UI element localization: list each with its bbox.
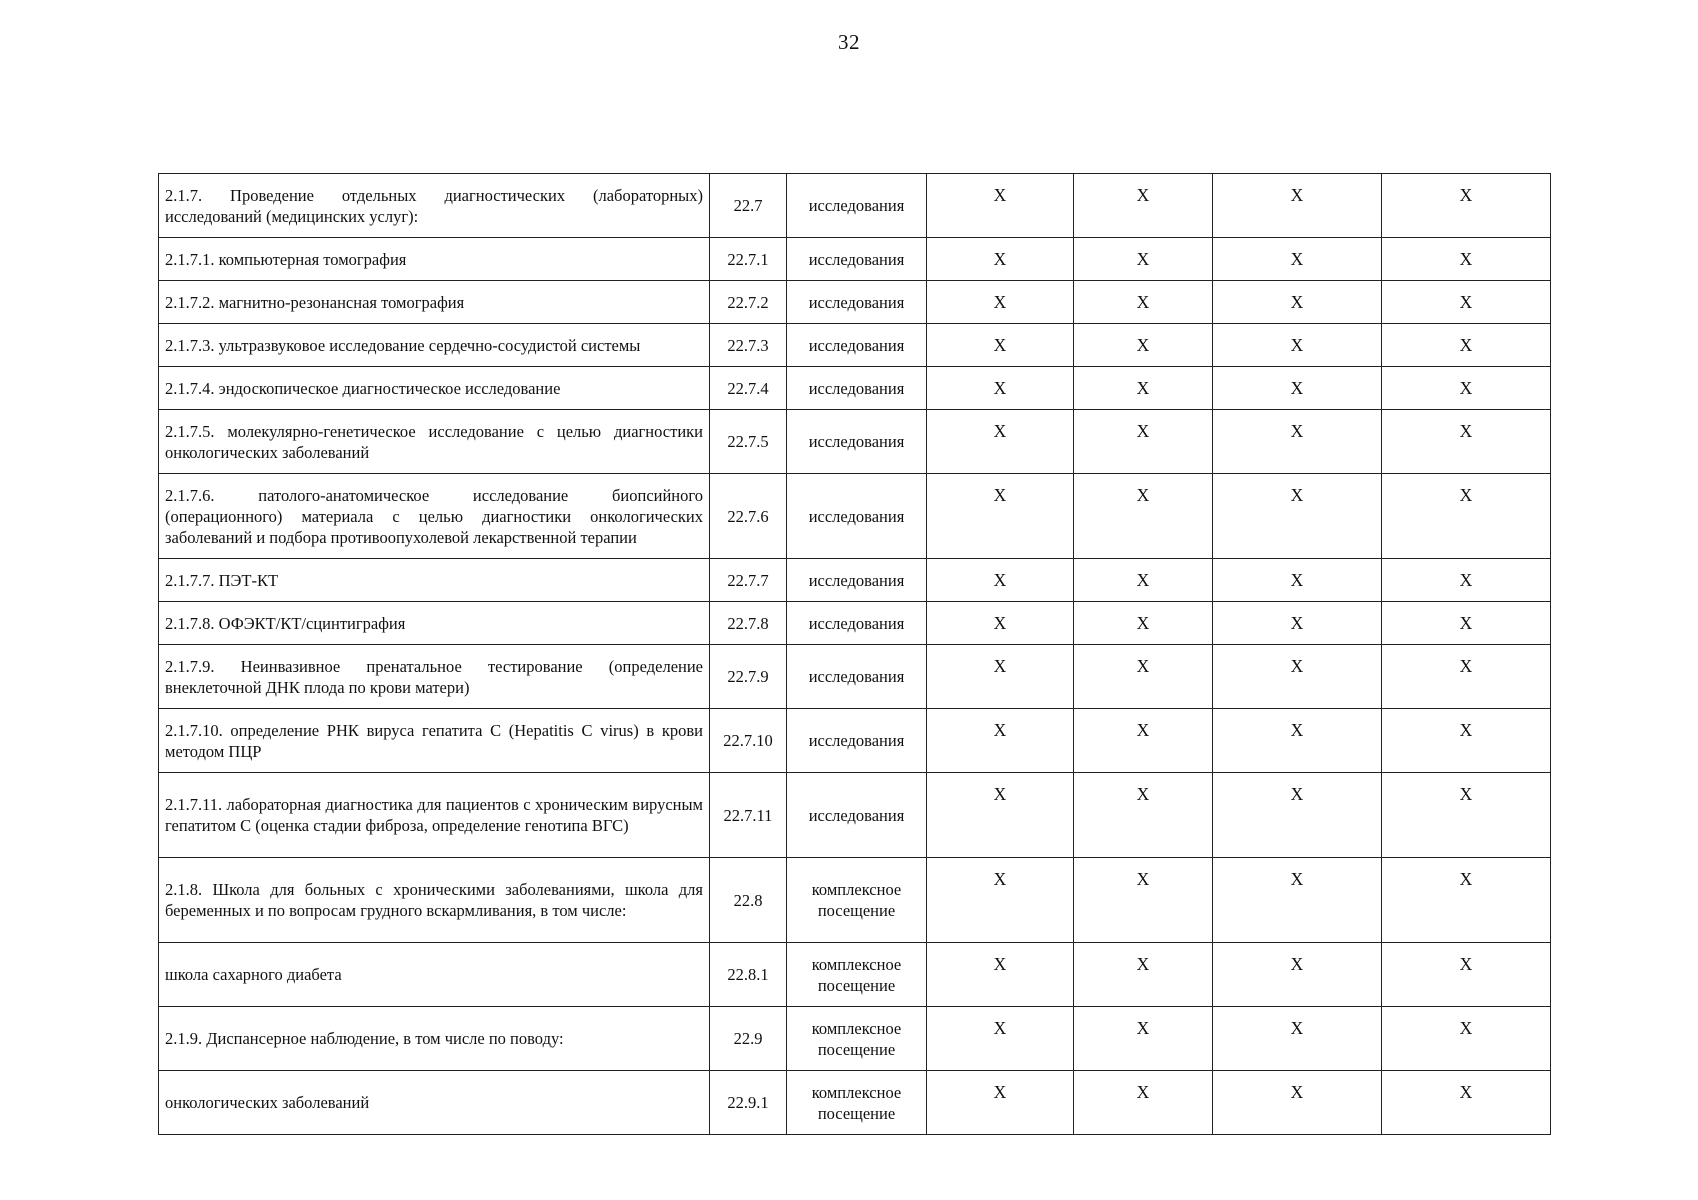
x-mark: Х	[1074, 474, 1213, 559]
table-row	[159, 238, 1551, 281]
row-code: 22.7	[710, 174, 787, 238]
row-unit: исследования	[787, 645, 927, 709]
table-row	[159, 709, 1551, 773]
x-mark: Х	[927, 174, 1074, 238]
row-name: 2.1.7.6. патолого-анатомическое исследование биопсийного (операционного) материала с целью диагностики онкологических заболеваний и подбора противоопухолевой лекарственной терапии	[159, 474, 710, 559]
x-mark: Х	[1382, 410, 1551, 474]
row-name: 2.1.7.2. магнитно-резонансная томография	[159, 281, 710, 324]
x-mark: Х	[1382, 709, 1551, 773]
x-mark: Х	[1074, 645, 1213, 709]
row-name: 2.1.7.10. определение РНК вируса гепатита С (Hepatitis С virus) в крови методом ПЦР	[159, 709, 710, 773]
x-mark: Х	[1382, 645, 1551, 709]
x-mark: Х	[1382, 324, 1551, 367]
row-name: 2.1.7.7. ПЭТ-КТ	[159, 559, 710, 602]
x-mark: Х	[927, 281, 1074, 324]
x-mark: Х	[1382, 238, 1551, 281]
x-mark: Х	[1213, 238, 1382, 281]
row-unit: исследования	[787, 367, 927, 410]
row-unit: исследования	[787, 174, 927, 238]
x-mark: Х	[1074, 858, 1213, 943]
x-mark: Х	[927, 474, 1074, 559]
row-unit: комплексное посещение	[787, 943, 927, 1007]
x-mark: Х	[1074, 174, 1213, 238]
x-mark: Х	[927, 943, 1074, 1007]
x-mark: Х	[927, 367, 1074, 410]
x-mark: Х	[1382, 474, 1551, 559]
row-code: 22.8	[710, 858, 787, 943]
row-code: 22.8.1	[710, 943, 787, 1007]
x-mark: Х	[1074, 281, 1213, 324]
x-mark: Х	[1213, 559, 1382, 602]
x-mark: Х	[927, 602, 1074, 645]
row-name: 2.1.7.11. лабораторная диагностика для пациентов с хроническим вирусным гепатитом С (оценка стадии фиброза, определение генотипа ВГС)	[159, 773, 710, 858]
table-row	[159, 367, 1551, 410]
row-code: 22.7.7	[710, 559, 787, 602]
x-mark: Х	[927, 559, 1074, 602]
row-name: онкологических заболеваний	[159, 1071, 710, 1135]
x-mark: Х	[1382, 559, 1551, 602]
x-mark: Х	[1074, 410, 1213, 474]
x-mark: Х	[927, 709, 1074, 773]
x-mark: Х	[1074, 602, 1213, 645]
table-row	[159, 1007, 1551, 1071]
x-mark: Х	[1074, 1071, 1213, 1135]
x-mark: Х	[1074, 559, 1213, 602]
x-mark: Х	[1382, 602, 1551, 645]
x-mark: Х	[1382, 1071, 1551, 1135]
row-unit: исследования	[787, 474, 927, 559]
x-mark: Х	[1213, 1007, 1382, 1071]
table-row	[159, 324, 1551, 367]
table-row	[159, 773, 1551, 858]
x-mark: Х	[1074, 709, 1213, 773]
row-code: 22.7.5	[710, 410, 787, 474]
x-mark: Х	[927, 645, 1074, 709]
x-mark: Х	[1382, 773, 1551, 858]
table-row	[159, 174, 1551, 238]
x-mark: Х	[1213, 858, 1382, 943]
x-mark: Х	[1213, 709, 1382, 773]
row-code: 22.9	[710, 1007, 787, 1071]
x-mark: Х	[1213, 324, 1382, 367]
x-mark: Х	[1213, 773, 1382, 858]
x-mark: Х	[1074, 773, 1213, 858]
row-code: 22.7.6	[710, 474, 787, 559]
x-mark: Х	[927, 324, 1074, 367]
row-unit: комплексное посещение	[787, 1071, 927, 1135]
indicators-table	[158, 173, 1551, 1135]
x-mark: Х	[1382, 943, 1551, 1007]
x-mark: Х	[927, 238, 1074, 281]
row-unit: исследования	[787, 559, 927, 602]
x-mark: Х	[1213, 281, 1382, 324]
row-name: 2.1.7.9. Неинвазивное пренатальное тестирование (определение внеклеточной ДНК плода по крови матери)	[159, 645, 710, 709]
x-mark: Х	[1074, 1007, 1213, 1071]
row-unit: исследования	[787, 773, 927, 858]
x-mark: Х	[1074, 324, 1213, 367]
page-number: 32	[838, 30, 860, 54]
row-code: 22.7.9	[710, 645, 787, 709]
row-name: 2.1.8. Школа для больных с хроническими заболеваниями, школа для беременных и по вопросам грудного вскармливания, в том числе:	[159, 858, 710, 943]
row-unit: исследования	[787, 410, 927, 474]
table-row	[159, 943, 1551, 1007]
row-unit: исследования	[787, 238, 927, 281]
row-name: 2.1.9. Диспансерное наблюдение, в том числе по поводу:	[159, 1007, 710, 1071]
row-name: 2.1.7.5. молекулярно-генетическое исследование с целью диагностики онкологических заболеваний	[159, 410, 710, 474]
row-name: 2.1.7.8. ОФЭКТ/КТ/сцинтиграфия	[159, 602, 710, 645]
x-mark: Х	[1382, 1007, 1551, 1071]
x-mark: Х	[927, 1071, 1074, 1135]
row-unit: комплексное посещение	[787, 858, 927, 943]
x-mark: Х	[1074, 367, 1213, 410]
row-code: 22.7.11	[710, 773, 787, 858]
table-row	[159, 858, 1551, 943]
row-code: 22.7.3	[710, 324, 787, 367]
row-unit: исследования	[787, 709, 927, 773]
x-mark: Х	[1382, 858, 1551, 943]
row-code: 22.9.1	[710, 1071, 787, 1135]
x-mark: Х	[1074, 238, 1213, 281]
x-mark: Х	[1213, 602, 1382, 645]
x-mark: Х	[927, 1007, 1074, 1071]
x-mark: Х	[927, 773, 1074, 858]
row-name: 2.1.7.4. эндоскопическое диагностическое исследование	[159, 367, 710, 410]
row-name: школа сахарного диабета	[159, 943, 710, 1007]
table-row	[159, 474, 1551, 559]
table-row	[159, 1071, 1551, 1135]
x-mark: Х	[1213, 1071, 1382, 1135]
row-unit: исследования	[787, 281, 927, 324]
x-mark: Х	[1382, 281, 1551, 324]
table-row	[159, 645, 1551, 709]
row-code: 22.7.2	[710, 281, 787, 324]
x-mark: Х	[1213, 367, 1382, 410]
row-code: 22.7.8	[710, 602, 787, 645]
x-mark: Х	[1382, 174, 1551, 238]
row-name: 2.1.7. Проведение отдельных диагностических (лабораторных) исследований (медицинских услуг):	[159, 174, 710, 238]
x-mark: Х	[1213, 645, 1382, 709]
table-row	[159, 410, 1551, 474]
row-unit: комплексное посещение	[787, 1007, 927, 1071]
table-row	[159, 602, 1551, 645]
row-name: 2.1.7.3. ультразвуковое исследование сердечно-сосудистой системы	[159, 324, 710, 367]
row-code: 22.7.4	[710, 367, 787, 410]
x-mark: Х	[927, 410, 1074, 474]
x-mark: Х	[1213, 174, 1382, 238]
table-row	[159, 559, 1551, 602]
x-mark: Х	[1213, 474, 1382, 559]
x-mark: Х	[1213, 943, 1382, 1007]
x-mark: Х	[927, 858, 1074, 943]
table-row	[159, 281, 1551, 324]
row-code: 22.7.10	[710, 709, 787, 773]
row-unit: исследования	[787, 324, 927, 367]
row-name: 2.1.7.1. компьютерная томография	[159, 238, 710, 281]
row-unit: исследования	[787, 602, 927, 645]
x-mark: Х	[1382, 367, 1551, 410]
row-code: 22.7.1	[710, 238, 787, 281]
x-mark: Х	[1213, 410, 1382, 474]
x-mark: Х	[1074, 943, 1213, 1007]
